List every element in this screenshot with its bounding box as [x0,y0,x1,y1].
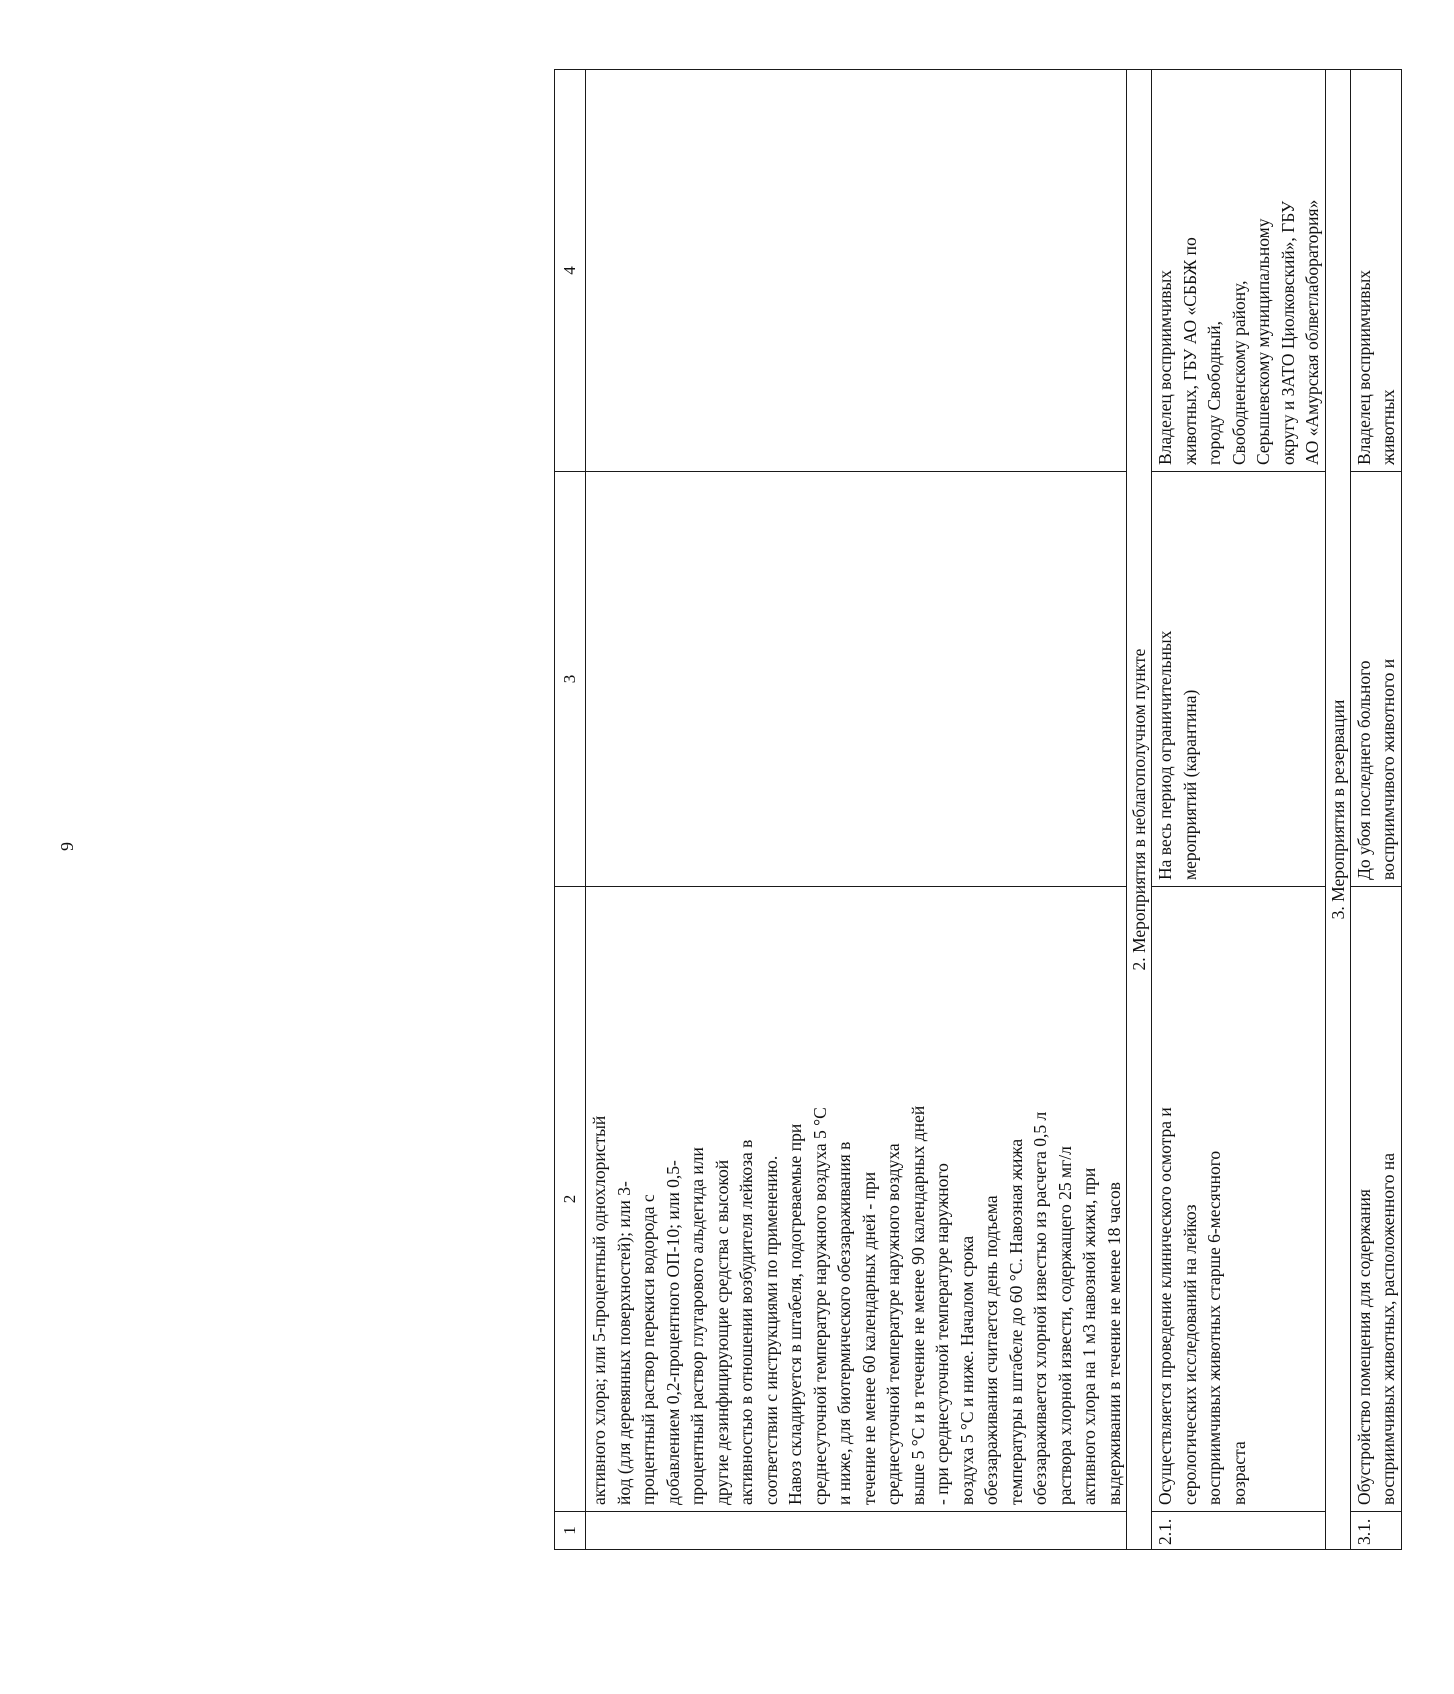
header-col-2: 2 [555,887,586,1512]
header-col-4: 4 [555,70,586,472]
text-line: Навоз складируется в штабеля, подогреваемые при [785,1123,805,1505]
measures-table [554,69,1402,1550]
text-line: раствора хлорной извести, содержащего 25 мг/л [1054,1146,1075,1505]
row-3-1-measure [1350,887,1401,1512]
text-line: На весь период ограничительных [1155,630,1175,880]
text-line: серологических исследований на лейкоз [1179,1204,1200,1505]
text-line: Осуществляется проведение клинического осмотра и [1155,1107,1175,1505]
text-line: животных, ГБУ АО «СББЖ по [1179,237,1200,465]
row-2-1-measure [1152,887,1326,1512]
text-line: течение не менее 60 календарных дней - при [858,1171,879,1505]
text-line: добавлением 0,2-процентного ОП-10; или 0,5- [662,1160,683,1505]
section-3-row [1325,70,1350,1550]
text-line: - при среднесуточной температуре наружного [932,1163,952,1505]
text-line: восприимчивых животных старше 6-месячного [1204,1150,1224,1505]
text-line: активного хлора; или 5-процентный однохлористый [589,1115,609,1505]
continued-row [586,70,1127,1550]
row-3-1-term [1350,472,1401,887]
text-line: восприимчивых животных, расположенного на [1378,1152,1398,1505]
text-line: активностью в отношении возбудителя лейкоза в [736,1139,756,1505]
text-line: Обустройство помещения для содержания [1353,1189,1374,1505]
row-2-1-num: 2.1. [1152,1512,1326,1550]
text-line: возраста [1228,1441,1249,1505]
text-line: воздуха 5 °С и ниже. Началом срока [956,1235,977,1505]
row-3-1-num: 3.1. [1350,1512,1401,1550]
text-line: обеззараживается хлорной известью из расчета 0,5 л [1030,1111,1050,1505]
section-2-title: 2. Мероприятия в неблагополучном пункте [1127,70,1152,1550]
text-line: Владелец восприимчивых [1353,269,1374,465]
section-3-title: 3. Мероприятия в резервации [1325,70,1350,1550]
header-col-1: 1 [555,1512,586,1550]
continued-responsible [586,70,1127,472]
row-2-1-term [1152,472,1326,887]
text-line: АО «Амурская облветлаборатория» [1302,199,1322,465]
page-number: 9 [57,842,77,851]
table-row-3-1 [1350,70,1401,1550]
text-line: животных [1378,389,1398,465]
text-line: мероприятий (карантина) [1179,689,1200,880]
text-line: активного хлора на 1 м3 навозной жижи, при [1079,1167,1099,1505]
text-line: Серышевскому муниципальному [1253,218,1273,465]
header-col-3: 3 [555,472,586,887]
text-line: обеззараживания считается день подъема [981,1195,1001,1505]
text-line: процентный раствор глутарового альдегида или [687,1147,707,1505]
text-line: среднесуточной температуре наружного воздуха [883,1143,903,1505]
table-header-row [555,70,586,1550]
table-row-2-1 [1152,70,1326,1550]
document-table-rotated [554,70,1454,1550]
row-2-1-responsible [1152,70,1326,472]
text-line: среднесуточной температуре наружного воздуха 5 °С [809,1107,830,1505]
text-line: городу Свободный, [1204,321,1224,465]
continued-term [586,472,1127,887]
text-line: восприимчивого животного и [1378,658,1398,880]
text-line: Свободненскому району, [1228,280,1249,465]
continued-measure-text [586,887,1127,1512]
text-line: температуры в штабеле до 60 °С. Навозная жижа [1005,1138,1026,1505]
continued-num [586,1512,1127,1550]
row-3-1-responsible [1350,70,1401,472]
text-line: и ниже, для биотермического обеззараживания в [834,1141,854,1505]
text-line: округу и ЗАТО Циолковский», ГБУ [1277,200,1298,465]
section-2-row [1127,70,1152,1550]
text-line: процентный раствор перекиси водорода с [638,1194,658,1505]
text-line: выдерживании в течение не менее 18 часов [1103,1181,1124,1505]
text-line: соответствии с инструкциями по применению. [760,1155,781,1505]
text-line: йод (для деревянных поверхностей); или 3- [613,1181,634,1505]
text-line: выше 5 °С и в течение не менее 90 календарных дней [907,1105,928,1505]
text-line: Владелец восприимчивых [1155,269,1175,465]
text-line: другие дезинфицирующие средства с высокой [711,1159,732,1505]
text-line: До убоя последнего больного [1353,660,1374,880]
